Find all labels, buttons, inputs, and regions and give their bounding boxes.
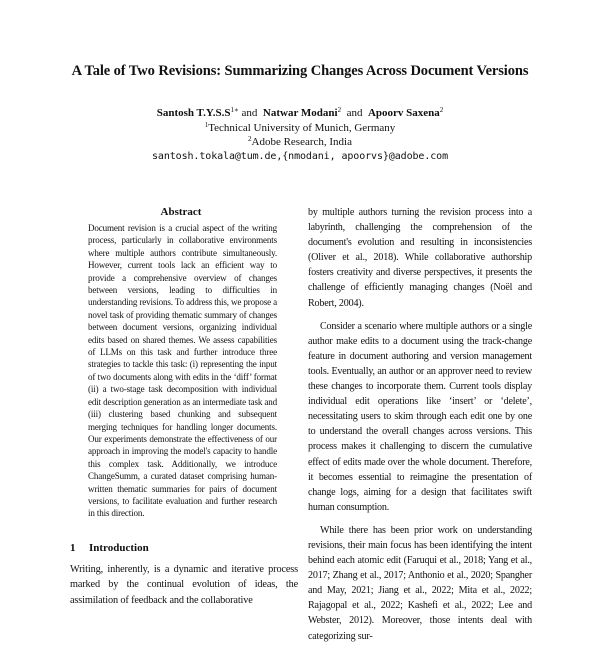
affiliation — [0, 136, 600, 148]
author-emails: santosh.tokala@tum.de,{nmodani, apoorvs}@adobe.com — [151, 151, 449, 162]
body-paragraph: While there has been prior work on understanding revisions, their main focus has been identifying the intent behind each atomic edit (Faruqui et al., 2018; Yang et al., 2017; Zhang et al., 2017; Anthonio et al., 2020; Spangher and May, 2021; Jiang et al., 2022; Mita et al., 2022; Rajagopal et al., 2022; Kashefi et al., 2022; Lee and Webster, 2012). Moreover, those intents deal with categorizing sur- — [308, 524, 532, 642]
author-separator: and — [346, 107, 363, 119]
section-title: Introduction — [89, 542, 149, 554]
abstract-text: Document revision is a crucial aspect of the writing process, particularly in collaborative environments where multiple authors contribute simultaneously. However, current tools lack an efficient way to provide a comprehensive overview of changes between versions, leading to difficulties in understanding revisions. To address this, we propose a novel task of providing thematic summary of changes between document versions, organizing individual edits based on shared themes. We assess capabilities of LLMs on this task and further introduce three strategies to tackle this task: (i) representing the input of two documents along with edits in the ‘diff’ format (ii) a two-stage task decomposition with individual edit description generation as an intermediate task and (iii) clustering based chunking and subsequent merging techniques for handling longer documents. Our experiments demonstrate the effectiveness of our approach in improving the model's capacity to handle this complex task. Additionally, we introduce ChangeSumm, a curated dataset comprising human-written thematic summaries for pairs of document versions, to facilitate evaluation and further research in this direction. — [88, 223, 277, 519]
intro-paragraph: Writing, inherently, is a dynamic and iterative process marked by the continual evolution of ideas, the assimilation of feedback and the collaborative — [70, 564, 298, 606]
right-column — [308, 205, 532, 652]
body-paragraph: Consider a scenario where multiple authors or a single author make edits to a document using the track-change feature in document authoring and version management tools. Eventually, an author or an approver need to review these changes to incorporate them. Current tools display individual edit operations like ‘insert’ or ‘delete’, necessitating users to skim through each edit one by one to understand the overall changes across versions. This process makes it challenging to discern the cumulative effect of edits made over the whole document. Therefore, it becomes essential to reimagine the presentation of change logs, aiming for a design that facilitates swift human consumption. — [308, 320, 532, 513]
paper-title: A Tale of Two Revisions: Summarizing Changes Across Document Versions — [71, 63, 529, 79]
author-name: Apoorv Saxena — [367, 107, 440, 119]
body-paragraph: by multiple authors turning the revision process into a labyrinth, challenging the comprehension of the document's evolution and resulting in inconsistencies (Oliver et al., 2018). While collaborative authorship fosters creativity and diverse perspectives, it presents the challenge of efficiently managing changes (Noël and Robert, 2004). — [308, 207, 532, 309]
section-heading — [70, 542, 149, 554]
affiliation-mark: 2 — [248, 135, 252, 143]
affiliation-text: Adobe Research, India — [251, 136, 352, 148]
author-affiliation-mark: 1∗ — [230, 106, 239, 114]
author-name: Natwar Modani — [262, 107, 338, 119]
affiliation-mark: 1 — [204, 121, 209, 129]
author-line — [0, 106, 600, 121]
section-number: 1 — [70, 542, 76, 554]
author-affiliation-mark: 2 — [439, 106, 444, 114]
author-name: Santosh T.Y.S.S — [156, 107, 231, 119]
abstract-heading: Abstract — [160, 206, 202, 218]
author-affiliation-mark: 2 — [337, 106, 342, 114]
author-separator: and — [241, 107, 258, 119]
affiliation — [0, 122, 600, 134]
affiliation-text: Technical University of Munich, Germany — [208, 122, 396, 134]
